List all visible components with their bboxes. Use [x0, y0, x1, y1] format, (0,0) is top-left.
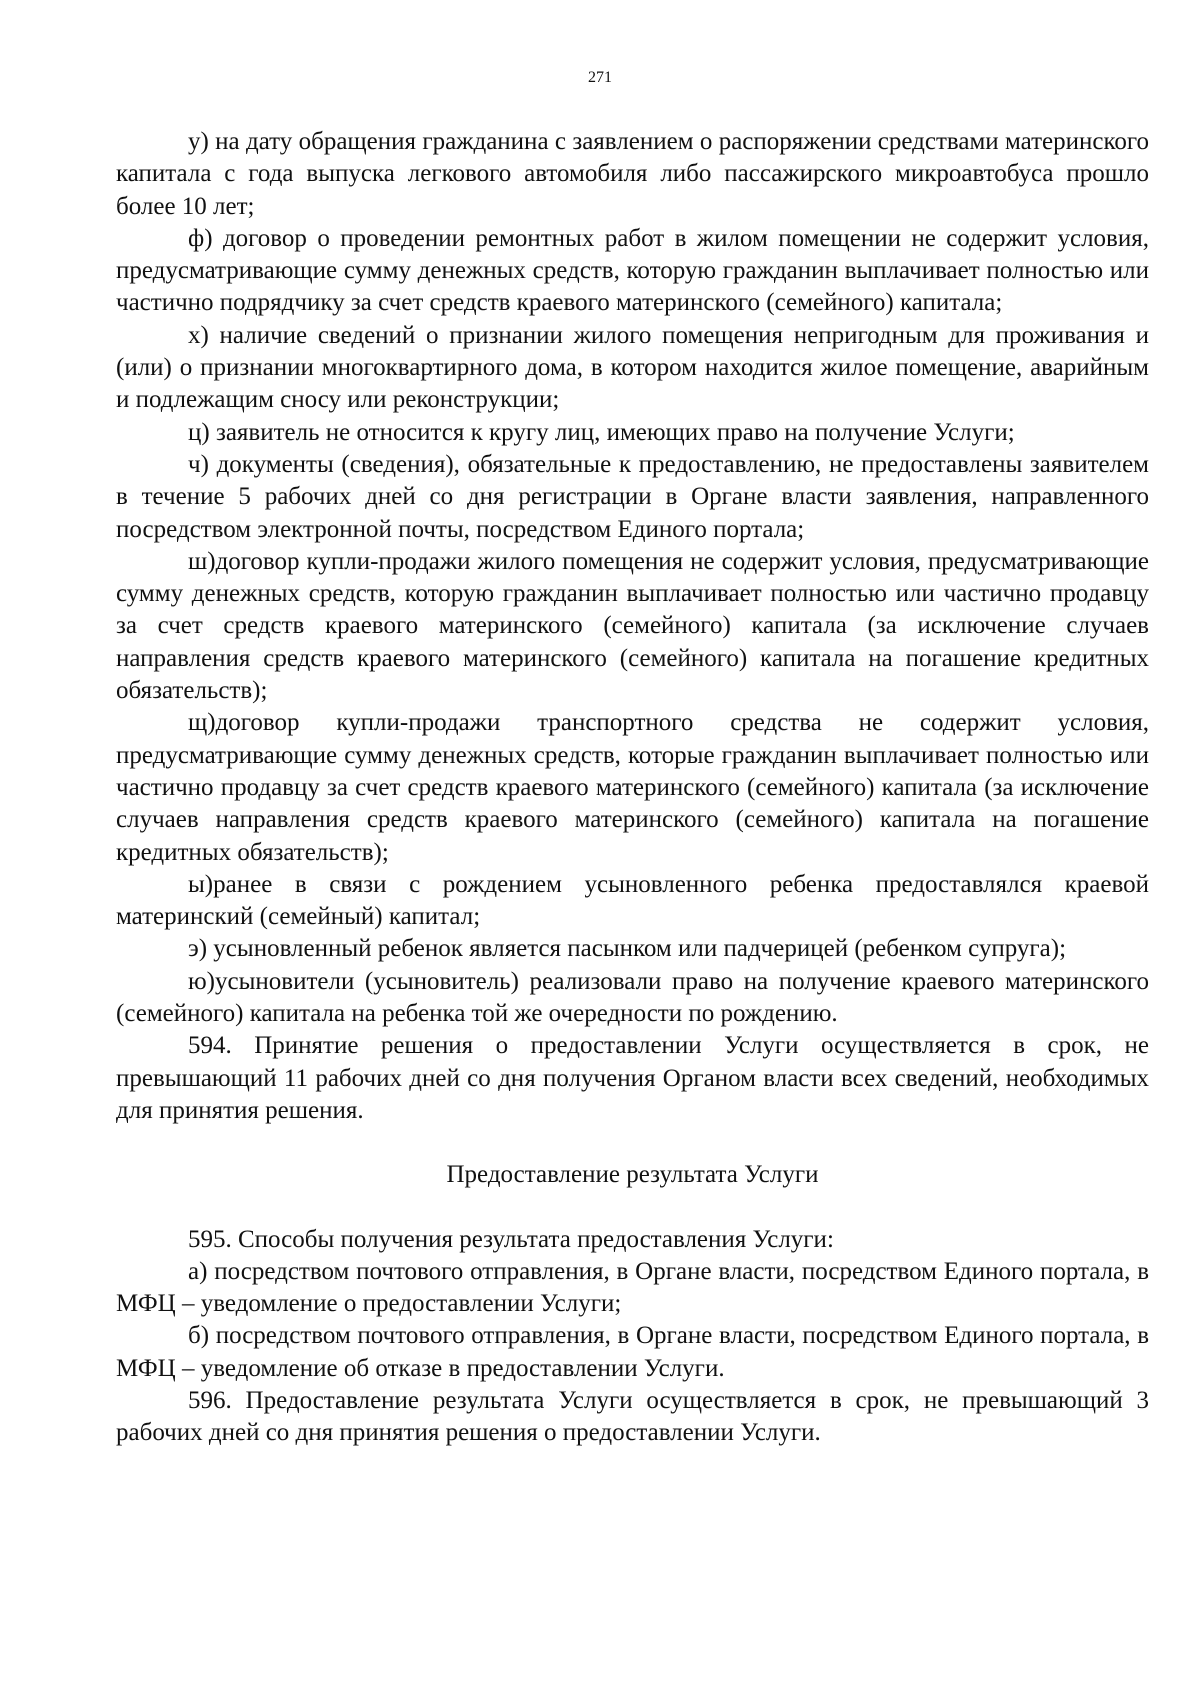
paragraph-item-shch: щ)договор купли-продажи транспортного средства не содержит условия, предусматривающие сумму денежных средств, которые гражданин выплачивает полностью или частично продавцу за счет средств краевого материнского (семейного) капитала (за исключение случаев направления средств краевого материнского (семейного) капитала на погашение кредитных обязательств);	[116, 709, 1149, 866]
paragraph-595-b: б) посредством почтового отправления, в Органе власти, посредством Единого портала, в МФЦ – уведомление об отказе в предоставлении Услуги.	[116, 1322, 1149, 1382]
paragraph-item-kh: х) наличие сведений о признании жилого помещения непригодным для проживания и (или) о признании многоквартирного дома, в котором находится жилое помещение, аварийным и подлежащим сносу или реконструкции;	[116, 321, 1149, 414]
spacer	[116, 1192, 1149, 1224]
paragraph-595-a: а) посредством почтового отправления, в Органе власти, посредством Единого портала, в МФЦ – уведомление о предоставлении Услуги;	[116, 1257, 1149, 1318]
paragraph-item-y: ы)ранее в связи с рождением усыновленного ребенка предоставлялся краевой материнский (семейный) капитал;	[116, 870, 1149, 931]
page-number: 271	[588, 69, 612, 86]
paragraph-item-e: э) усыновленный ребенок является пасынком или падчерицей (ребенком супруга);	[188, 935, 1067, 963]
paragraph-item-ch: ч) документы (сведения), обязательные к предоставлению, не предоставлены заявителем в течение 5 рабочих дней со дня регистрации в Органе власти заявления, направленного посредством электронной почты, посредством Единого портала;	[116, 450, 1149, 543]
paragraph-item-f: ф) договор о проведении ремонтных работ в жилом помещении не содержит условия, предусматривающие сумму денежных средств, которую гражданин выплачивает полностью или частично подрядчику за счет средств краевого материнского (семейного) капитала;	[116, 224, 1149, 317]
paragraph-596: 596. Предоставление результата Услуги осуществляется в срок, не превышающий 3 рабочих дней со дня принятия решения о предоставлении Услуги.	[116, 1386, 1149, 1447]
paragraph-594: 594. Принятие решения о предоставлении Услуги осуществляется в срок, не превышающий 11 рабочих дней со дня получения Органом власти всех сведений, необходимых для принятия решения.	[116, 1032, 1149, 1124]
spacer	[116, 1127, 1149, 1159]
document-body	[116, 126, 1149, 1450]
section-heading: Предоставление результата Услуги	[446, 1161, 819, 1189]
paragraph-item-u: у) на дату обращения гражданина с заявлением о распоряжении средствами материнского капитала с года выпуска легкового автомобиля либо пассажирского микроавтобуса прошло более 10 лет;	[116, 128, 1149, 220]
paragraph-item-ts: ц) заявитель не относится к кругу лиц, имеющих право на получение Услуги;	[188, 418, 1015, 446]
paragraph-595: 595. Способы получения результата предоставления Услуги:	[188, 1225, 834, 1253]
paragraph-item-yu: ю)усыновители (усыновитель) реализовали право на получение краевого материнского (семейного) капитала на ребенка той же очередности по рождению.	[116, 967, 1149, 1028]
paragraph-item-sh: ш)договор купли-продажи жилого помещения не содержит условия, предусматривающие сумму денежных средств, которую гражданин выплачивает полностью или частично продавцу за счет средств краевого материнского (семейного) капитала (за исключение случаев направления средств краевого материнского (семейного) капитала на погашение кредитных обязательств);	[116, 547, 1149, 705]
